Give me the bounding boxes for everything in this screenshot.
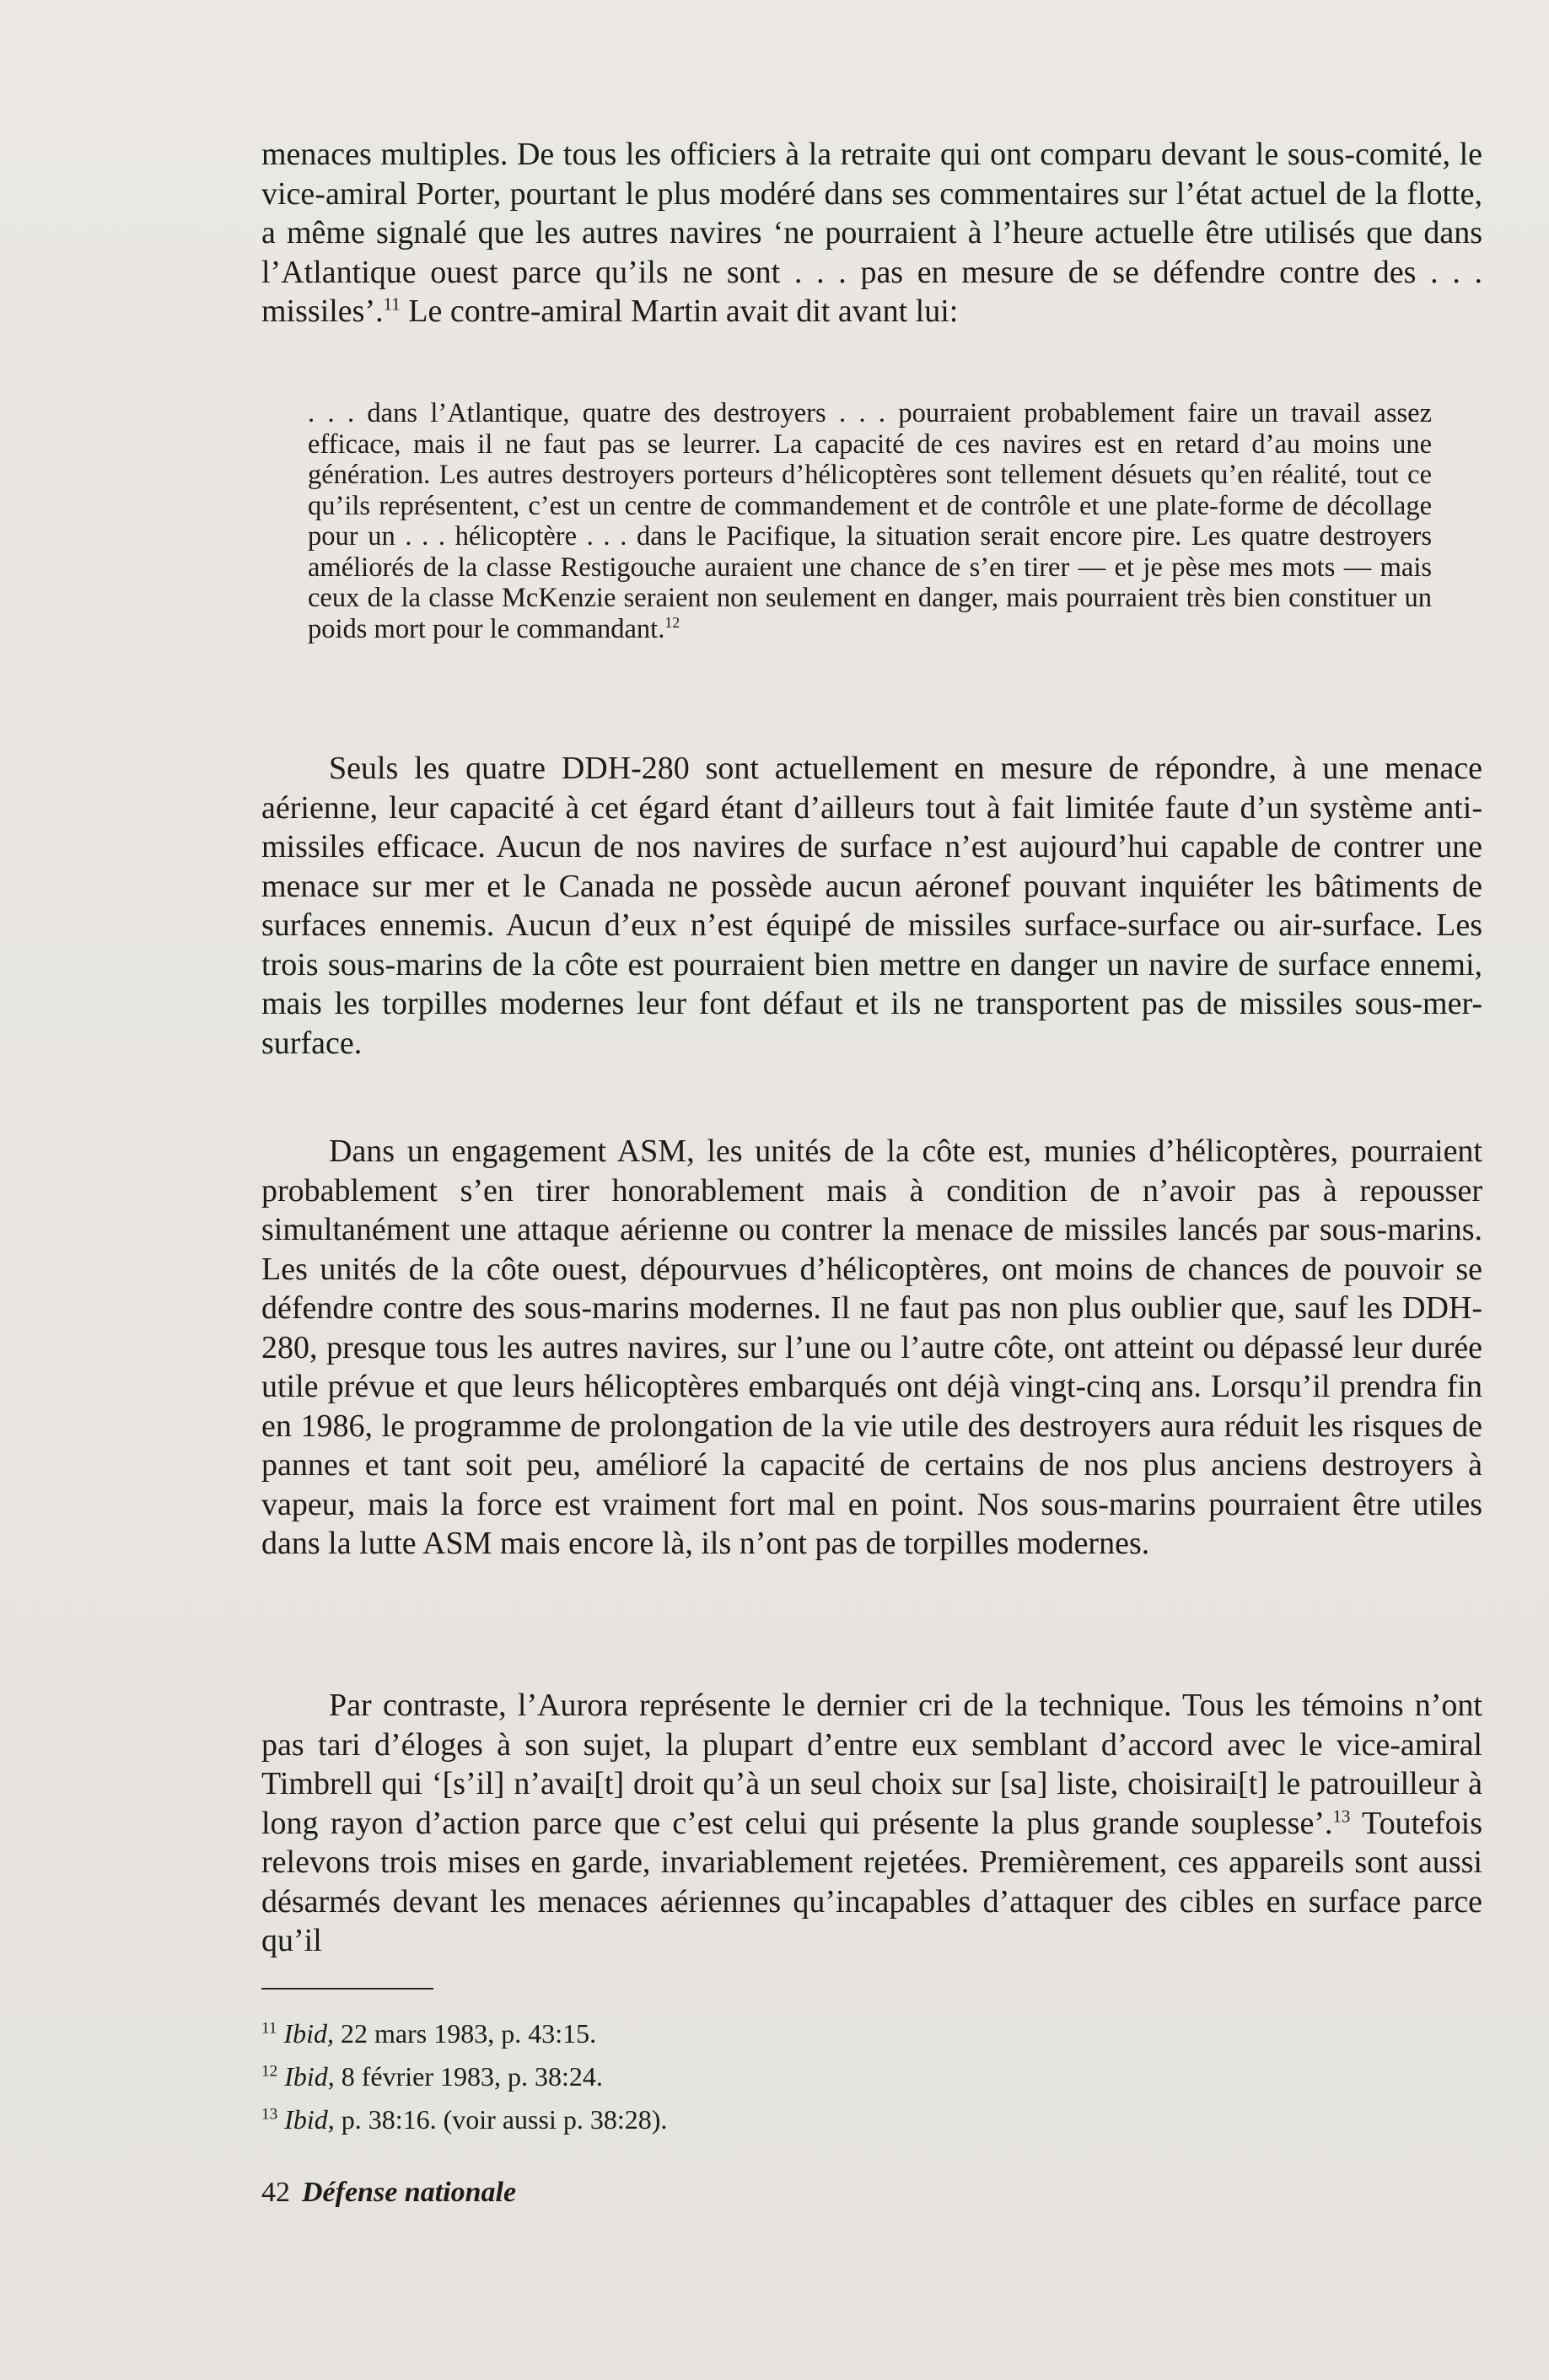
paragraph-text: Seuls les quatre DDH-280 sont actuellement en mesure de répondre, à une menace aérienne, leur capacité à cet égard étant d’ailleurs tout à fait limitée faute d’un système anti-missiles efficace. Aucun de nos navires de surface n’est aujourd’hui capable de contrer une menace sur mer et le Canada ne possède aucun aéronef pouvant inquiéter les bâtiments de surfaces ennemis. Aucun d’eux n’est équipé de missiles surface-surface ou air-surface. Les trois sous-marins de la côte est pourraient bien mettre en danger un navire de surface ennemi, mais les torpilles modernes leur font défaut et ils ne transportent pas de missiles sous-mer-surface. <box>261 751 1482 1061</box>
footnote-13 <box>261 2098 1273 2141</box>
paragraph-text: Par contraste, l’Aurora représente le dernier cri de la technique. Tous les témoins n’ont pas tari d’éloges à son sujet, la plupart d’entre eux semblant d’accord avec le vice-amiral Timbrell qui ‘[s’il] n’avai[t] droit qu’à un seul choix sur [sa] liste, choisirai[t] le patrouilleur à long rayon d’action parce que c’est celui qui présente la plus grande souplesse’. <box>261 1688 1482 1841</box>
footnote-work: Ibid, <box>284 2061 335 2092</box>
body-paragraph <box>261 749 1482 1063</box>
page-number: 42 <box>261 2177 290 2208</box>
footnote-detail: 22 mars 1983, p. 43:15. <box>334 2018 597 2049</box>
body-paragraph <box>261 1686 1482 1961</box>
quote-text: . . . dans l’Atlantique, quatre des destroyers . . . pourraient probablement faire un travail assez efficace, mais il ne faut pas se leurrer. La capacité de ces navires est en retard d’au moins une génération. Les autres destroyers porteurs d’hélicoptères sont tellement désuets qu’en réalité, tout ce qu’ils représentent, c’est un centre de commandement et de contrôle et une plate-forme de décollage pour un . . . hélicoptère . . . dans le Pacifique, la situation serait encore pire. Les quatre destroyers améliorés de la classe Restigouche auraient une chance de s’en tirer — et je pèse mes mots — mais ceux de la classe McKenzie seraient non seulement en danger, mais pourraient très bien constituer un poids mort pour le commandant. <box>308 398 1432 644</box>
footnote-number: 12 <box>261 2062 278 2081</box>
footnote-ref-13[interactable]: 13 <box>1332 1805 1351 1826</box>
paragraph-text-tail: Toutefois relevons trois mises en garde, invariablement rejetées. Premièrement, ces appareils sont aussi désarmés devant les menaces aériennes qu’incapables d’attaquer des cibles en surface parce qu’il <box>261 1805 1482 1958</box>
block-quote <box>308 398 1432 644</box>
footnote-ref-12[interactable]: 12 <box>664 613 680 631</box>
footnote-ref-11[interactable]: 11 <box>383 293 401 315</box>
body-paragraph <box>261 1132 1482 1564</box>
footnote-work: Ibid, <box>283 2018 335 2049</box>
footnote-12 <box>261 2055 1273 2098</box>
footnote-number: 11 <box>261 2019 277 2038</box>
footnote-11 <box>261 2012 1273 2055</box>
footnote-detail: p. 38:16. (voir aussi p. 38:28). <box>334 2104 668 2135</box>
page-footer <box>261 2176 516 2210</box>
footnote-divider <box>261 1988 433 1990</box>
footnote-number: 13 <box>261 2105 278 2124</box>
running-title: Défense nationale <box>302 2177 517 2208</box>
paragraph-text: Dans un engagement ASM, les unités de la côte est, munies d’hélicoptères, pourraient probablement s’en tirer honorablement mais à condition de n’avoir pas à repousser simultanément une attaque aérienne ou contrer la menace de missiles lancés par sous-marins. Les unités de la côte ouest, dépourvues d’hélicoptères, ont moins de chances de pouvoir se défendre contre des sous-marins modernes. Il ne faut pas non plus oublier que, sauf les DDH-280, presque tous les autres navires, sur l’une ou l’autre côte, ont atteint ou dépassé leur durée utile prévue et que leurs hélicoptères embarqués ont déjà vingt-cinq ans. Lorsqu’il prendra fin en 1986, le programme de prolongation de la vie utile des destroyers aura réduit les risques de pannes et tant soit peu, amélioré la capacité de certains de nos plus anciens destroyers à vapeur, mais la force est vraiment fort mal en point. Nos sous-marins pourraient être utiles dans la lutte ASM mais encore là, ils n’ont pas de torpilles modernes. <box>261 1133 1482 1561</box>
footnote-detail: 8 février 1983, p. 38:24. <box>334 2061 603 2092</box>
footnotes <box>261 2012 1273 2141</box>
opening-paragraph <box>261 135 1482 331</box>
footnote-work: Ibid, <box>284 2104 335 2135</box>
opening-text: menaces multiples. De tous les officiers à la retraite qui ont comparu devant le sous-comité, le vice-amiral Porter, pourtant le plus modéré dans ses commentaires sur l’état actuel de la flotte, a même signalé que les autres navires ‘ne pourraient à l’heure actuelle être utilisés que dans l’Atlantique ouest parce qu’ils ne sont . . . pas en mesure de se défendre contre des . . . missiles’. <box>261 137 1482 329</box>
opening-text-tail: Le contre-amiral Martin avait dit avant lui: <box>400 293 959 329</box>
